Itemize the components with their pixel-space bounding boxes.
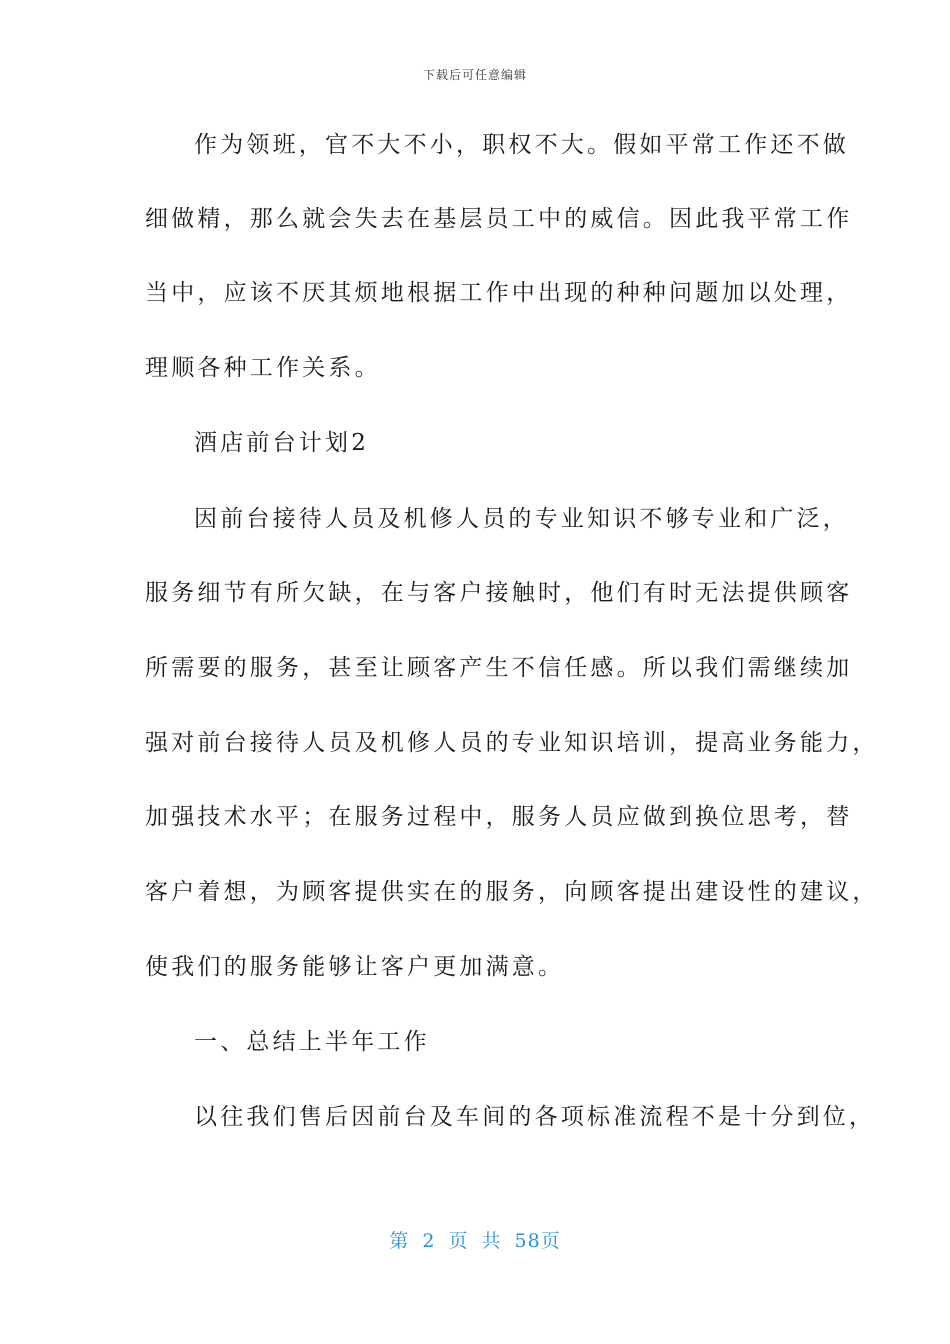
- paragraph-line: 作为领班，官不大不小，职权不大。假如平常工作还不做: [194, 132, 849, 158]
- paragraph-line: 强对前台接待人员及机修人员的专业知识培训，提高业务能力，: [145, 730, 879, 756]
- paragraph-line: 使我们的服务能够让客户更加满意。: [145, 954, 565, 980]
- paragraph-line: 因前台接待人员及机修人员的专业知识不够专业和广泛，: [194, 506, 849, 532]
- paragraph-line: 当中，应该不厌其烦地根据工作中出现的种种问题加以处理，: [145, 280, 853, 306]
- paragraph-line: 加强技术水平；在服务过程中，服务人员应做到换位思考，替: [145, 804, 853, 830]
- paragraph-line: 以往我们售后因前台及车间的各项标准流程不是十分到位，: [194, 1104, 876, 1130]
- section-heading: 一、总结上半年工作: [194, 1029, 430, 1055]
- paragraph-line: 细做精，那么就会失去在基层员工中的威信。因此我平常工作: [145, 206, 853, 232]
- paragraph-line: 理顺各种工作关系。: [145, 355, 381, 381]
- paragraph-line: 客户着想，为顾客提供实在的服务，向顾客提出建设性的建议，: [145, 879, 879, 905]
- header-note: 下载后可任意编辑: [422, 68, 527, 82]
- section-heading: 酒店前台计划2: [194, 430, 370, 456]
- paragraph-line: 服务细节有所欠缺，在与客户接触时，他们有时无法提供顾客: [145, 580, 853, 606]
- page-number: 第 2 页 共 58页: [389, 1230, 561, 1252]
- paragraph-line: 所需要的服务，甚至让顾客产生不信任感。所以我们需继续加: [145, 655, 853, 681]
